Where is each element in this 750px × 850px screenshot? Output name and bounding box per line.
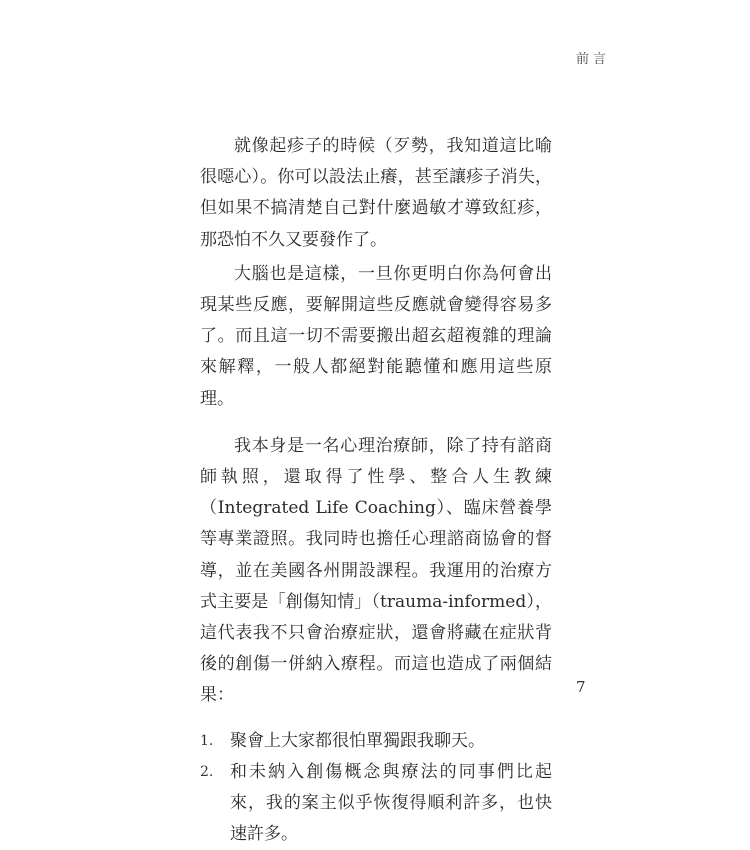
running-head: 前言 xyxy=(576,52,611,67)
paragraph-therapist-background: 我本身是一名心理治療師，除了持有諮商師執照，還取得了性學、整合人生教練（Integrated Life Coaching）、臨床營養學等專業證照。我同時也擔任心理諮商協會的督導，並在美國各州開設課程。我運用的治療方式主要是「創傷知情」（trauma-informed），這代表我不只會治療症狀，還會將藏在症狀背後的創傷一併納入療程。而這也造成了兩個結果： xyxy=(200,435,552,706)
list-number: 2. xyxy=(200,763,214,780)
list-text: 聚會上大家都很怕單獨跟我聊天。 xyxy=(230,730,485,751)
list-text: 和未納入創傷概念與療法的同事們比起來，我的案主似乎恢復得順利許多，也快速許多。 xyxy=(230,761,552,845)
results-list xyxy=(200,726,552,850)
paragraph-rash-analogy: 就像起疹子的時候（歹勢，我知道這比喻很噁心）。你可以設法止癢，甚至讓疹子消失，但如果不搞清楚自己對什麼過敏才導致紅疹，那恐怕不久又要發作了。 xyxy=(200,136,552,250)
list-number: 1. xyxy=(200,732,214,749)
page-number: 7 xyxy=(576,678,586,696)
paragraph-brain: 大腦也是這樣，一旦你更明白你為何會出現某些反應，要解開這些反應就會變得容易多了。而且這一切不需要搬出超玄超複雜的理論來解釋，一般人都絕對能聽懂和應用這些原理。 xyxy=(200,263,552,409)
list-item xyxy=(200,726,552,757)
list-item xyxy=(200,757,552,850)
body-text xyxy=(200,131,552,850)
